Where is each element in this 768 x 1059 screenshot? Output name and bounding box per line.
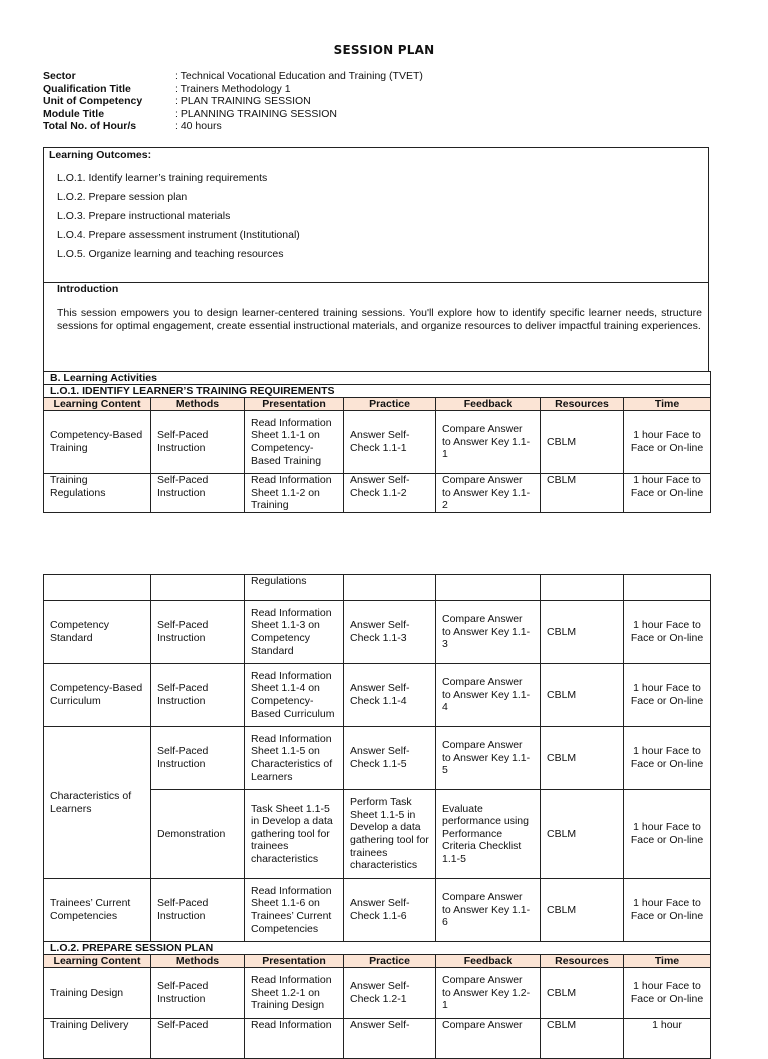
document-title: SESSION PLAN	[333, 43, 435, 57]
learning-activities-table-page2	[43, 574, 711, 1059]
cell-practice	[344, 575, 436, 601]
table-row	[44, 1019, 711, 1059]
learning-outcome-item: L.O.4. Prepare assessment instrument (Institutional)	[57, 229, 300, 241]
cell-time: 1 hour Face to Face or On-line	[624, 727, 711, 790]
cell-time: 1 hour Face to Face or On-line	[624, 790, 711, 879]
column-header: Methods	[151, 398, 245, 411]
table-row	[44, 601, 711, 664]
column-header: Resources	[541, 955, 624, 968]
meta-row-sector	[43, 70, 423, 83]
cell-method: Self-Paced Instruction	[151, 968, 245, 1019]
meta-row-hours	[43, 120, 423, 133]
cell-feedback: Compare Answer to Answer Key 1.1-6	[436, 879, 541, 942]
column-header: Feedback	[436, 398, 541, 411]
meta-label: Qualification Title	[43, 82, 131, 95]
cell-presentation: Read Information Sheet 1.1-5 on Characteristics of Learners	[245, 727, 344, 790]
cell-presentation: Read Information Sheet 1.1-6 on Trainees’ Current Competencies	[245, 879, 344, 942]
cell-content: Characteristics of Learners	[44, 727, 151, 879]
cell-resources: CBLM	[541, 879, 624, 942]
cell-feedback: Compare Answer to Answer Key 1.1-1	[436, 411, 541, 474]
learning-outcome-item: L.O.2. Prepare session plan	[57, 191, 188, 203]
cell-presentation: Regulations	[245, 575, 344, 601]
cell-resources: CBLM	[541, 474, 624, 513]
learning-outcomes-box	[43, 147, 709, 283]
cell-resources: CBLM	[541, 727, 624, 790]
introduction-box	[43, 282, 709, 372]
column-header: Presentation	[245, 955, 344, 968]
meta-label: Sector	[43, 70, 76, 82]
cell-content: Training Design	[44, 968, 151, 1019]
cell-resources: CBLM	[541, 1019, 624, 1059]
cell-practice: Perform Task Sheet 1.1-5 in Develop a data gathering tool for trainees characteristics	[344, 790, 436, 879]
cell-content	[44, 575, 151, 601]
cell-practice: Answer Self-Check 1.2-1	[344, 968, 436, 1019]
cell-feedback: Compare Answer to Answer Key 1.1-5	[436, 727, 541, 790]
learning-outcome-item: L.O.5. Organize learning and teaching resources	[57, 248, 284, 260]
cell-practice: Answer Self-Check 1.1-3	[344, 601, 436, 664]
cell-content: Trainees’ Current Competencies	[44, 879, 151, 942]
cell-feedback: Compare Answer to Answer Key 1.1-3	[436, 601, 541, 664]
meta-value: : PLAN TRAINING SESSION	[175, 95, 311, 108]
column-header: Learning Content	[44, 398, 151, 411]
cell-feedback: Evaluate performance using Performance Criteria Checklist 1.1-5	[436, 790, 541, 879]
cell-method: Self-Paced Instruction	[151, 727, 245, 790]
table-row	[44, 664, 711, 727]
cell-presentation: Read Information Sheet 1.1-1 on Competency-Based Training	[245, 411, 344, 474]
cell-presentation: Read Information	[245, 1019, 344, 1059]
cell-practice: Answer Self-	[344, 1019, 436, 1059]
cell-presentation: Read Information Sheet 1.1-2 on Training	[245, 474, 344, 513]
meta-row-qualification	[43, 83, 423, 96]
metadata-block	[43, 70, 423, 133]
cell-method: Demonstration	[151, 790, 245, 879]
table-row	[44, 474, 711, 513]
cell-practice: Answer Self-Check 1.1-2	[344, 474, 436, 513]
cell-presentation: Read Information Sheet 1.2-1 on Training Design	[245, 968, 344, 1019]
column-header: Practice	[344, 398, 436, 411]
meta-label: Module Title	[43, 107, 105, 120]
cell-method: Self-Paced	[151, 1019, 245, 1059]
cell-time: 1 hour	[624, 1019, 711, 1059]
learning-outcome-item: L.O.1. Identify learner’s training requirements	[57, 172, 268, 184]
cell-feedback: Compare Answer	[436, 1019, 541, 1059]
cell-resources: CBLM	[541, 968, 624, 1019]
meta-row-unit	[43, 95, 423, 108]
learning-outcome-item: L.O.3. Prepare instructional materials	[57, 210, 231, 222]
meta-label: Unit of Competency	[43, 95, 143, 108]
cell-content: Competency Standard	[44, 601, 151, 664]
cell-content: Competency-Based Curriculum	[44, 664, 151, 727]
learning-outcomes-list	[57, 172, 300, 267]
table-row	[44, 411, 711, 474]
cell-content: Training Regulations	[44, 474, 151, 513]
cell-feedback	[436, 575, 541, 601]
column-header: Time	[624, 398, 711, 411]
meta-label: Total No. of Hour/s	[43, 120, 137, 133]
table-row	[44, 575, 711, 601]
column-header: Feedback	[436, 955, 541, 968]
table-row	[44, 968, 711, 1019]
cell-practice: Answer Self-Check 1.1-5	[344, 727, 436, 790]
lo1-heading: L.O.1. IDENTIFY LEARNER’S TRAINING REQUIREMENTS	[44, 385, 711, 398]
cell-content: Competency-Based Training	[44, 411, 151, 474]
table-row	[44, 727, 711, 790]
column-header: Learning Content	[44, 955, 151, 968]
cell-feedback: Compare Answer to Answer Key 1.2-1	[436, 968, 541, 1019]
cell-resources	[541, 575, 624, 601]
meta-value: : Technical Vocational Education and Training (TVET)	[175, 70, 423, 82]
cell-time	[624, 575, 711, 601]
cell-time: 1 hour Face to Face or On-line	[624, 879, 711, 942]
cell-content: Training Delivery	[44, 1019, 151, 1059]
cell-time: 1 hour Face to Face or On-line	[624, 664, 711, 727]
cell-resources: CBLM	[541, 664, 624, 727]
table-row	[44, 879, 711, 942]
column-header: Resources	[541, 398, 624, 411]
cell-resources: CBLM	[541, 411, 624, 474]
cell-method: Self-Paced Instruction	[151, 879, 245, 942]
cell-method: Self-Paced Instruction	[151, 601, 245, 664]
meta-row-module	[43, 108, 423, 121]
cell-feedback: Compare Answer to Answer Key 1.1-4	[436, 664, 541, 727]
cell-presentation: Read Information Sheet 1.1-3 on Competency Standard	[245, 601, 344, 664]
lo2-heading: L.O.2. PREPARE SESSION PLAN	[44, 942, 711, 955]
column-header: Time	[624, 955, 711, 968]
cell-time: 1 hour Face to Face or On-line	[624, 968, 711, 1019]
cell-practice: Answer Self-Check 1.1-4	[344, 664, 436, 727]
cell-practice: Answer Self-Check 1.1-1	[344, 411, 436, 474]
introduction-heading: Introduction	[57, 283, 119, 295]
cell-method: Self-Paced Instruction	[151, 474, 245, 513]
meta-value: : Trainers Methodology 1	[175, 82, 291, 95]
introduction-text: This session empowers you to design learner-centered training sessions. You'll explore how to identify specific learner needs, structure sessions for optimal engagement, create essential instructional materials, and organize resources to deliver impactful training experiences.	[57, 307, 702, 332]
cell-feedback: Compare Answer to Answer Key 1.1-2	[436, 474, 541, 513]
meta-value: : 40 hours	[175, 120, 222, 133]
learning-activities-heading: B. Learning Activities	[44, 372, 711, 385]
cell-time: 1 hour Face to Face or On-line	[624, 474, 711, 513]
cell-method	[151, 575, 245, 601]
cell-method: Self-Paced Instruction	[151, 664, 245, 727]
column-header: Methods	[151, 955, 245, 968]
learning-activities-table-page1	[43, 371, 711, 513]
cell-practice: Answer Self-Check 1.1-6	[344, 879, 436, 942]
cell-presentation: Task Sheet 1.1-5 in Develop a data gathering tool for trainees characteristics	[245, 790, 344, 879]
cell-resources: CBLM	[541, 601, 624, 664]
meta-value: : PLANNING TRAINING SESSION	[175, 107, 338, 120]
learning-outcomes-heading: Learning Outcomes:	[49, 149, 152, 161]
cell-time: 1 hour Face to Face or On-line	[624, 601, 711, 664]
cell-presentation: Read Information Sheet 1.1-4 on Competency-Based Curriculum	[245, 664, 344, 727]
cell-time: 1 hour Face to Face or On-line	[624, 411, 711, 474]
cell-resources: CBLM	[541, 790, 624, 879]
column-header: Presentation	[245, 398, 344, 411]
column-header: Practice	[344, 955, 436, 968]
cell-method: Self-Paced Instruction	[151, 411, 245, 474]
